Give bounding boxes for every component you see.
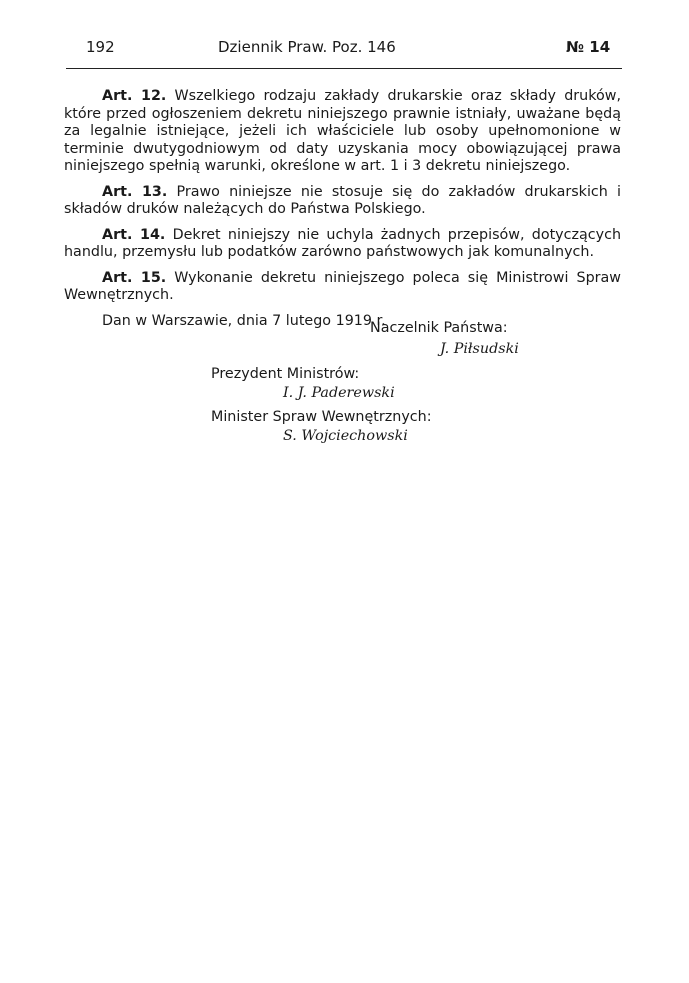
pm-title: Prezydent Ministrów: (211, 366, 360, 382)
issue-number: № 14 (566, 38, 611, 56)
page-number: 192 (86, 38, 115, 56)
article-label: Art. 12. (102, 88, 167, 104)
article-text: Dekret niniejszy nie uchyla żadnych przepisów, dotyczących handlu, przemysłu lub podatków zarówno państwowych jak komunalnych. (64, 226, 622, 260)
article-text: Prawo niniejsze nie stosuje się do zakładów drukarskich i składów druków należących do Państwa Polskiego. (64, 183, 621, 217)
journal-title: Dziennik Praw. Poz. 146 (218, 38, 396, 56)
article-label: Art. 15. (102, 269, 167, 286)
interior-title: Minister Spraw Wewnętrznych: (211, 409, 432, 425)
interior-name: S. Wojciechowski (283, 428, 408, 444)
dated-line: Dan w Warszawie, dnia 7 lutego 1919 r. (102, 312, 386, 329)
chief-name: J. Piłsudski (440, 341, 519, 357)
header-rule (66, 68, 622, 69)
article-13 (64, 184, 621, 219)
article-12 (64, 88, 621, 176)
article-label: Art. 13. (102, 183, 168, 200)
chief-title: Naczelnik Państwa: (370, 320, 508, 336)
article-14 (64, 227, 621, 262)
article-text: Wykonanie dekretu niniejszego poleca się Ministrowi Spraw Wewnętrznych. (64, 269, 621, 303)
article-text: Wszelkiego rodzaju zakłady drukarskie oraz składy druków, które przed ogłoszeniem dekretu niniejszego prawnie istniały, uważane będą za legalnie istniejące, jeżeli ich właściciele lub osoby upełnomonione w terminie dwutygodniowym od daty uzyskania mocy obowiązującej prawa niniejszego spełnią warunki, określone w art. 1 i 3 dekretu niniejszego. (64, 88, 621, 174)
document-body (64, 88, 621, 330)
article-15 (64, 270, 621, 305)
pm-name: I. J. Paderewski (283, 385, 395, 401)
article-label: Art. 14. (102, 226, 166, 243)
page-header (0, 38, 689, 58)
